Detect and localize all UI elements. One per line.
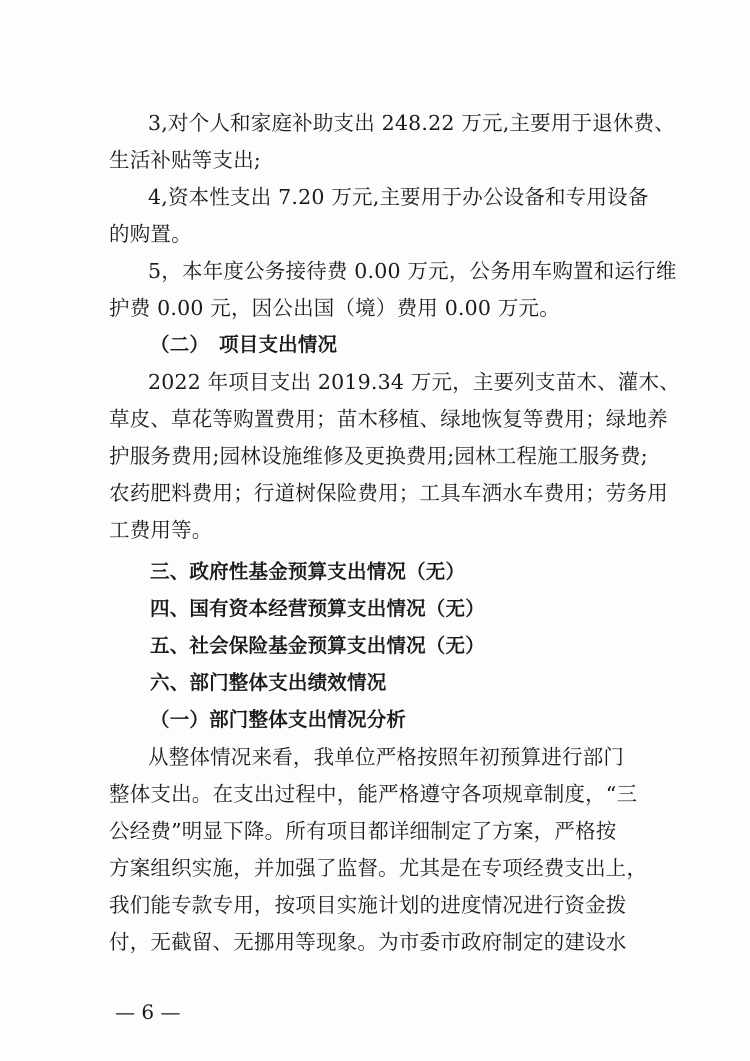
paragraph-line: 方案组织实施，并加强了监督。尤其是在专项经费支出上， — [109, 856, 648, 880]
paragraph-line: 5，本年度公务接待费 0.00 万元，公务用车购置和运行维 — [148, 259, 677, 283]
section-heading: （一）部门整体支出情况分析 — [150, 708, 407, 731]
section-heading: 五、社会保险基金预算支出情况（无） — [150, 634, 485, 657]
section-heading: 四、国有资本经营预算支出情况（无） — [150, 597, 485, 620]
paragraph-line: 生活补贴等支出; — [109, 148, 262, 172]
paragraph-line: 的购置。 — [109, 222, 192, 246]
paragraph-line: 3,对个人和家庭补助支出 248.22 万元,主要用于退休费、 — [148, 111, 676, 135]
section-heading: 六、部门整体支出绩效情况 — [150, 671, 387, 694]
paragraph-line: 整体支出。在支出过程中，能严格遵守各项规章制度，“三 — [109, 782, 638, 806]
paragraph-line: 公经费”明显下降。所有项目都详细制定了方案，严格按 — [109, 819, 617, 843]
section-heading: 三、政府性基金预算支出情况（无） — [150, 560, 466, 583]
paragraph-line: 付，无截留、无挪用等现象。为市委市政府制定的建设水 — [109, 930, 627, 954]
paragraph-line: 护服务费用;园林设施维修及更换费用;园林工程施工服务费; — [109, 444, 648, 468]
paragraph-line: 草皮、草花等购置费用；苗木移植、绿地恢复等费用；绿地养 — [109, 407, 668, 431]
paragraph-line: 护费 0.00 元，因公出国（境）费用 0.00 万元。 — [109, 296, 560, 320]
paragraph-line: 4,资本性支出 7.20 万元,主要用于办公设备和专用设备 — [148, 185, 649, 209]
paragraph-line: 从整体情况来看，我单位严格按照年初预算进行部门 — [148, 745, 625, 769]
paragraph-line: 农药肥料费用；行道树保险费用；工具车洒水车费用；劳务用 — [109, 481, 668, 505]
paragraph-line: 我们能专款专用，按项目实施计划的进度情况进行资金拨 — [109, 893, 627, 917]
paragraph-line: 2022 年项目支出 2019.34 万元，主要列支苗木、灌木、 — [148, 370, 680, 394]
page-number: — 6 — — [115, 1000, 181, 1024]
section-heading: （二） 项目支出情况 — [150, 333, 338, 356]
paragraph-line: 工费用等。 — [109, 518, 213, 542]
